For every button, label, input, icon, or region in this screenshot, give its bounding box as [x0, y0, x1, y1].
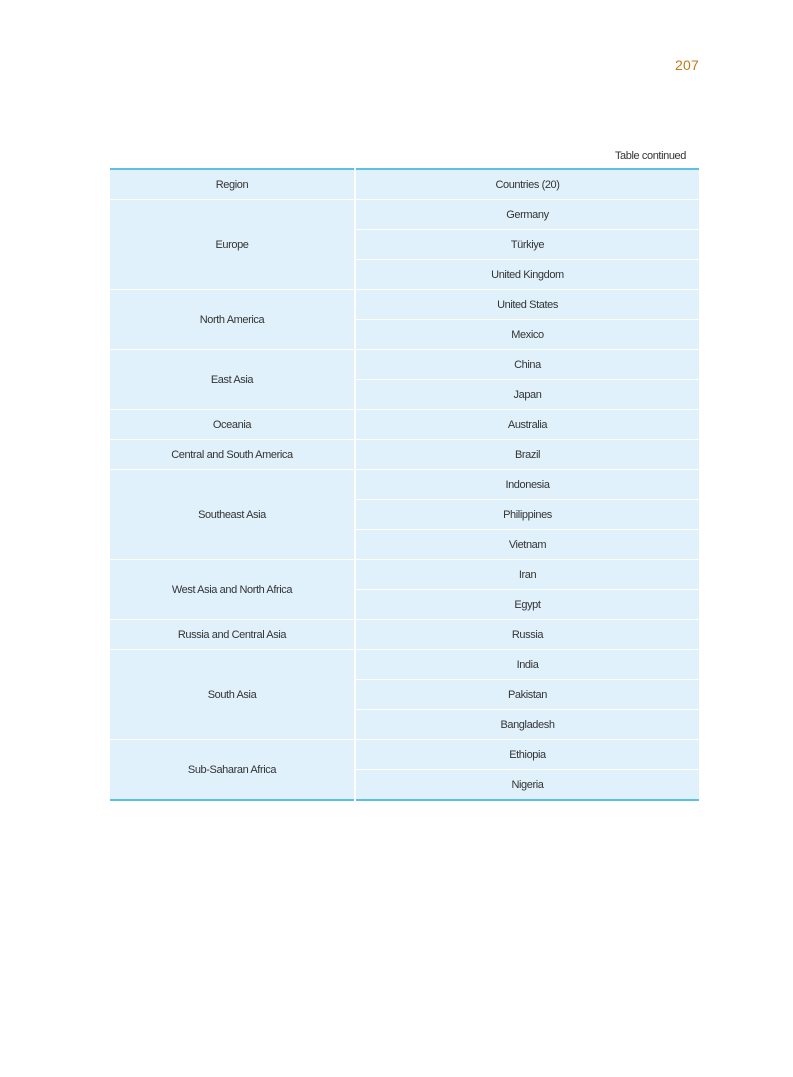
country-cell: Brazil	[355, 440, 699, 470]
region-cell: South Asia	[110, 650, 355, 740]
country-cell: Nigeria	[355, 770, 699, 801]
table-row	[110, 470, 699, 500]
header-region: Region	[110, 169, 355, 200]
country-cell: Türkiye	[355, 230, 699, 260]
table-row	[110, 410, 699, 440]
table-row	[110, 350, 699, 380]
table-continued-note: Table continued	[614, 150, 686, 162]
table-header	[110, 169, 699, 200]
country-cell: Philippines	[355, 500, 699, 530]
country-cell: India	[355, 650, 699, 680]
region-cell: Europe	[110, 200, 355, 290]
table-row	[110, 650, 699, 680]
country-cell: Australia	[355, 410, 699, 440]
country-cell: Vietnam	[355, 530, 699, 560]
table-row	[110, 620, 699, 650]
country-cell: Japan	[355, 380, 699, 410]
table-body	[110, 200, 699, 801]
header-row	[110, 169, 699, 200]
region-cell: Russia and Central Asia	[110, 620, 355, 650]
country-cell: Indonesia	[355, 470, 699, 500]
region-cell: East Asia	[110, 350, 355, 410]
header-countries: Countries (20)	[355, 169, 699, 200]
country-cell: Iran	[355, 560, 699, 590]
country-cell: Mexico	[355, 320, 699, 350]
region-cell: West Asia and North Africa	[110, 560, 355, 620]
region-cell: Sub-Saharan Africa	[110, 740, 355, 801]
table-row	[110, 740, 699, 770]
page-number: 207	[675, 57, 699, 73]
table-row	[110, 290, 699, 320]
region-countries-table	[110, 168, 699, 801]
country-cell: United Kingdom	[355, 260, 699, 290]
country-cell: Germany	[355, 200, 699, 230]
country-cell: China	[355, 350, 699, 380]
region-cell: Southeast Asia	[110, 470, 355, 560]
country-cell: Russia	[355, 620, 699, 650]
country-cell: Egypt	[355, 590, 699, 620]
table-row	[110, 560, 699, 590]
region-cell: Oceania	[110, 410, 355, 440]
region-cell: Central and South America	[110, 440, 355, 470]
country-cell: Bangladesh	[355, 710, 699, 740]
country-cell: Pakistan	[355, 680, 699, 710]
region-cell: North America	[110, 290, 355, 350]
country-cell: Ethiopia	[355, 740, 699, 770]
table-row	[110, 200, 699, 230]
country-cell: United States	[355, 290, 699, 320]
table-row	[110, 440, 699, 470]
